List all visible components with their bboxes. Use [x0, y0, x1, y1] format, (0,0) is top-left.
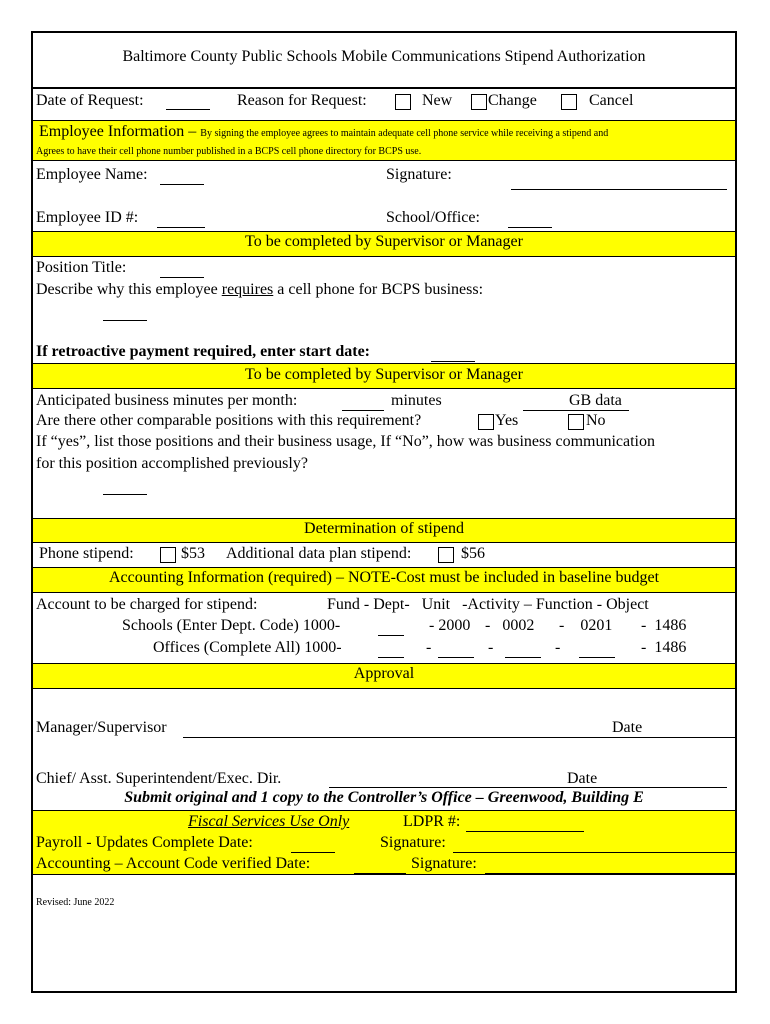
manager-signature-field[interactable]	[183, 736, 735, 738]
divider	[33, 542, 735, 543]
payroll-date-field[interactable]	[291, 851, 335, 853]
gb-data-label: GB data	[569, 392, 622, 409]
offices-function-field[interactable]	[579, 656, 615, 658]
no-checkbox[interactable]	[568, 414, 584, 430]
reason-label: Reason for Request:	[237, 92, 367, 109]
divider	[33, 663, 735, 664]
employee-id-field[interactable]	[157, 226, 205, 228]
offices-activity-field[interactable]	[505, 656, 541, 658]
list-positions-field[interactable]	[103, 493, 147, 495]
employee-signature-field[interactable]	[511, 188, 727, 190]
divider	[33, 388, 735, 389]
yes-label: Yes	[495, 412, 519, 429]
supervisor-header-2: To be completed by Supervisor or Manager	[245, 366, 523, 383]
list-positions-text: If “yes”, list those positions and their business usage, If “No”, how was business communication	[36, 433, 655, 450]
requires-text: requires	[221, 281, 274, 298]
accounting-verify-label: Accounting – Account Code verified Date:	[36, 855, 311, 872]
offices-unit-field[interactable]	[438, 656, 474, 658]
divider	[33, 592, 735, 593]
list-positions-text-2: for this position accomplished previously?	[36, 455, 308, 472]
signature-label: Signature:	[386, 166, 452, 183]
schools-activity: - 0002	[485, 617, 535, 634]
accounting-signature-label: Signature:	[411, 855, 477, 872]
chief-label: Chief/ Asst. Superintendent/Exec. Dir.	[36, 770, 282, 787]
schools-label: Schools (Enter Dept. Code) 1000-	[122, 617, 341, 634]
approval-header: Approval	[353, 665, 415, 682]
fiscal-header: Fiscal Services Use Only	[188, 813, 350, 830]
offices-object: - 1486	[641, 639, 687, 656]
yes-checkbox[interactable]	[478, 414, 494, 430]
retroactive-label: If retroactive payment required, enter start date:	[36, 343, 370, 360]
date-of-request-field[interactable]	[166, 108, 210, 110]
supervisor-header: To be completed by Supervisor or Manager	[245, 233, 523, 250]
data-stipend-amount: $56	[461, 545, 485, 562]
schools-function: - 0201	[559, 617, 613, 634]
minutes-label: Anticipated business minutes per month:	[36, 392, 298, 409]
cancel-option-label: Cancel	[589, 92, 634, 109]
offices-dept-field[interactable]	[378, 656, 404, 658]
position-title-field[interactable]	[160, 276, 204, 278]
describe-text-end: a cell phone for BCPS business:	[273, 281, 484, 298]
payroll-signature-label: Signature:	[380, 834, 446, 851]
describe-text: Describe why this employee	[36, 281, 222, 298]
account-label: Account to be charged for stipend:	[36, 596, 258, 613]
divider	[33, 363, 735, 364]
divider	[33, 160, 735, 161]
form-title: Baltimore County Public Schools Mobile Communications Stipend Authorization	[122, 48, 646, 65]
chief-date-label: Date	[567, 770, 598, 787]
schools-dept-field[interactable]	[378, 634, 404, 636]
change-option-label: Change	[488, 92, 537, 109]
describe-field[interactable]	[103, 319, 147, 321]
employee-name-field[interactable]	[160, 183, 204, 185]
school-office-label: School/Office:	[386, 209, 480, 226]
data-stipend-checkbox[interactable]	[438, 547, 454, 563]
change-checkbox[interactable]	[471, 94, 487, 110]
school-office-field[interactable]	[508, 226, 552, 228]
manager-date-label: Date	[612, 719, 643, 736]
payroll-label: Payroll - Updates Complete Date:	[36, 834, 253, 851]
divider	[33, 87, 735, 89]
retroactive-date-field[interactable]	[431, 360, 475, 362]
submit-note: Submit original and 1 copy to the Controller’s Office – Greenwood, Building E	[124, 789, 644, 806]
no-label: No	[586, 412, 606, 429]
data-stipend-label: Additional data plan stipend:	[226, 545, 412, 562]
chief-signature-field[interactable]	[329, 786, 727, 788]
phone-stipend-label: Phone stipend:	[39, 545, 134, 562]
schools-object: - 1486	[641, 617, 687, 634]
employee-info-heading: Employee Information –	[39, 123, 197, 140]
position-title-label: Position Title:	[36, 259, 127, 276]
new-option-label: New	[422, 92, 453, 109]
employee-id-label: Employee ID #:	[36, 209, 139, 226]
comparable-label: Are there other comparable positions with this requirement?	[36, 412, 422, 429]
minutes-field[interactable]	[342, 409, 384, 411]
divider	[33, 120, 735, 121]
employee-info-note-2: Agrees to have their cell phone number published in a BCPS cell phone directory for BCPS use.	[36, 146, 422, 157]
divider	[33, 518, 735, 519]
ldpr-label: LDPR #:	[403, 813, 461, 830]
stipend-header: Determination of stipend	[304, 520, 464, 537]
employee-name-label: Employee Name:	[36, 166, 148, 183]
payroll-signature-field[interactable]	[453, 851, 735, 853]
offices-label: Offices (Complete All) 1000-	[153, 639, 342, 656]
schools-unit: - 2000	[429, 617, 471, 634]
phone-stipend-amount: $53	[181, 545, 205, 562]
divider	[33, 874, 735, 875]
minutes-unit: minutes	[391, 392, 442, 409]
phone-stipend-checkbox[interactable]	[160, 547, 176, 563]
employee-info-note: By signing the employee agrees to maintain adequate cell phone service while receiving a stipend and	[200, 128, 609, 139]
cancel-checkbox[interactable]	[561, 94, 577, 110]
ldpr-field[interactable]	[466, 830, 584, 832]
date-of-request-label: Date of Request:	[36, 92, 144, 109]
revised-date: Revised: June 2022	[36, 897, 115, 908]
manager-label: Manager/Supervisor	[36, 719, 167, 736]
accounting-header: Accounting Information (required) – NOTE-Cost must be included in baseline budget	[108, 569, 660, 586]
divider	[33, 688, 735, 689]
divider	[33, 256, 735, 257]
form-frame: Baltimore County Public Schools Mobile Communications Stipend Authorization Date of Request: Reason for Request: New Change Cancel Employee Information – By signing the employee agrees to maintain adequate cell phone service while receiving a stipend and Agrees to have their cell phone number published in a BCPS cell phone directory for BCPS use. Employee Name: Signature: Employee ID #: School/Office: To be completed by Supervisor or Manager Position Title: Describe why this employee requires a cell phone for BCPS business: If retroactive payment required, enter start date: To be completed by Supervisor or Manager Anticipated business minutes per month: minutes GB data Are there other comparable positions with this requirement? Yes No If “yes”, list those positions and their business usage, If “No”, how was business communication for this position accomplished previously? Determination of stipend Phone stipend: $53 Additional data plan stipend: $56 Accounting Information (required) – NOTE-Cost must be included in baseline budget Account to be charged for stipend: Fund - Dept- Unit -Activity – Function - Object Schools (Enter Dept. Code) 1000- - 2000 - 0002 - 0201 - 1486 Offices (Complete All) 1000- - - - - 1486 Approval Manager/Supervisor Date Chief/ Asst. Superintendent/Exec. Dir. Date Submit original and 1 copy to the Controller’s Office – Greenwood, Building E Fiscal Services Use Only LDPR #: Payroll - Updates Complete Date: Signature: Accounting – Account Code verified Date: Signature: Revised: June 2022	[31, 31, 737, 993]
new-checkbox[interactable]	[395, 94, 411, 110]
account-columns: Fund - Dept- Unit -Activity – Function - Object	[327, 596, 649, 613]
divider	[33, 231, 735, 232]
divider	[33, 810, 735, 811]
divider	[33, 567, 735, 568]
